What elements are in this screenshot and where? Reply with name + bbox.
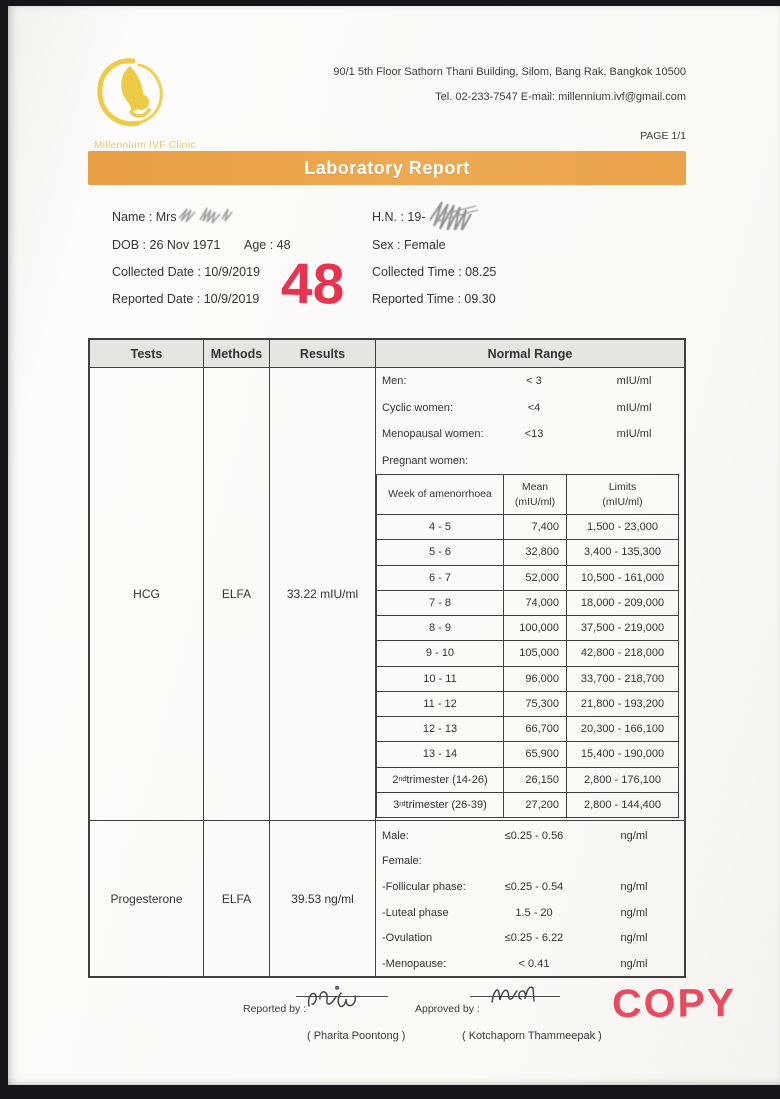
page-number: PAGE 1/1 — [640, 130, 686, 142]
hn-redaction-scribble — [426, 196, 490, 235]
range-unit: ng/ml — [620, 880, 648, 893]
progesterone-test-name: Progesterone — [90, 821, 204, 977]
progesterone-row — [90, 820, 684, 977]
week-cell: 5 - 6 — [377, 540, 504, 564]
week-cell: 4 - 5 — [377, 515, 504, 539]
range-label: Pregnant women: — [382, 454, 469, 467]
range-value: 1.5 - 20 — [515, 906, 553, 919]
limits-cell: 2,800 - 176,100 — [583, 773, 662, 786]
progesterone-result: 39.53 ng/ml — [270, 821, 376, 977]
range-value: < 3 — [526, 375, 542, 388]
address-line: 90/1 5th Floor Sathorn Thani Building, Silom, Bang Rak, Bangkok 10500 — [333, 66, 686, 78]
hcg-result: 33.22 mIU/ml — [270, 368, 376, 820]
limits-cell: 18,000 - 209,000 — [580, 596, 665, 609]
range-value: ≤0.25 - 0.56 — [504, 829, 564, 842]
pregnancy-table-row — [377, 667, 678, 692]
reported-time: Reported Time : 09.30 — [372, 292, 496, 306]
week-cell: 6 - 7 — [377, 566, 504, 590]
pregnancy-subtable-header — [377, 475, 678, 515]
week-cell: 12 - 13 — [377, 717, 504, 741]
range-unit: ng/ml — [620, 957, 648, 970]
range-unit: ng/ml — [620, 932, 648, 945]
normal-range-line — [376, 395, 684, 422]
mean-cell: 27,200 — [504, 793, 567, 817]
patient-hn: H.N. : 19- — [372, 210, 426, 224]
normal-range-line — [376, 874, 684, 900]
collected-time: Collected Time : 08.25 — [372, 265, 497, 279]
clinic-logo — [92, 54, 262, 151]
contact-line: Tel. 02-233-7547 E-mail: millennium.ivf@gmail.com — [435, 91, 686, 103]
patient-dob: DOB : 26 Nov 1971 — [112, 238, 221, 252]
reported-by-signature — [303, 982, 375, 1017]
limits-cell: 37,500 - 219,000 — [580, 622, 665, 635]
copy-stamp: COPY — [611, 980, 737, 1026]
approved-by-label: Approved by : — [415, 1003, 480, 1015]
subcol-mean: Mean (mIU/ml) — [504, 475, 567, 514]
normal-range-line — [376, 421, 684, 448]
mean-cell: 105,000 — [504, 641, 567, 665]
limits-cell: 1,500 - 23,000 — [587, 521, 658, 534]
range-unit: mIU/ml — [616, 401, 652, 414]
pregnancy-table-row — [377, 641, 678, 666]
mean-cell: 96,000 — [504, 667, 567, 691]
mean-cell: 74,000 — [504, 591, 567, 615]
patient-sex: Sex : Female — [372, 238, 446, 252]
mean-cell: 7,400 — [504, 515, 567, 539]
col-header-tests: Tests — [90, 340, 204, 367]
hcg-simple-ranges — [376, 368, 684, 474]
range-label: Cyclic women: — [382, 401, 453, 414]
limits-cell: 15,400 - 190,000 — [580, 748, 665, 761]
range-unit: ng/ml — [620, 829, 648, 842]
hcg-normal-range-cell — [376, 368, 684, 820]
pregnancy-table-row — [377, 717, 678, 742]
hcg-row — [90, 367, 684, 820]
table-header-row — [90, 340, 684, 367]
pregnancy-subtable — [376, 474, 679, 818]
week-cell: 9 - 10 — [377, 641, 504, 665]
approved-by-signature — [488, 980, 548, 1015]
limits-cell: 20,300 - 166,100 — [580, 723, 665, 736]
range-value: ≤0.25 - 6.22 — [504, 932, 564, 945]
limits-cell: 42,800 - 218,000 — [580, 647, 665, 660]
name-redaction-scribble — [176, 204, 238, 231]
normal-range-line — [376, 951, 684, 977]
limits-cell: 2,800 - 144,400 — [583, 798, 662, 811]
report-title: Laboratory Report — [304, 157, 470, 178]
limits-cell: 10,500 - 161,000 — [580, 571, 665, 584]
pregnancy-table-row — [377, 591, 678, 616]
patient-name: Name : Mrs — [112, 210, 177, 224]
range-label: Men: — [382, 375, 407, 388]
week-cell: 2 nd trimester (14-26) — [377, 768, 504, 792]
limits-cell: 33,700 - 218,700 — [580, 672, 665, 685]
pregnancy-table-row — [377, 566, 678, 591]
mean-cell: 66,700 — [504, 717, 567, 741]
pregnancy-table-row — [377, 515, 678, 540]
reported-date: Reported Date : 10/9/2019 — [112, 292, 260, 306]
normal-range-line — [376, 448, 684, 475]
week-cell: 10 - 11 — [377, 667, 504, 691]
normal-range-line — [376, 900, 684, 926]
range-label: -Menopause: — [382, 957, 447, 970]
clinic-address — [333, 60, 686, 110]
progesterone-normal-range-cell — [376, 821, 684, 977]
results-table — [88, 338, 686, 978]
pregnancy-table-row — [377, 616, 678, 641]
range-label: Female: — [382, 855, 422, 868]
limits-cell: 21,800 - 193,200 — [580, 697, 665, 710]
col-header-results: Results — [270, 340, 376, 367]
range-label: Menopausal women: — [382, 428, 484, 441]
handwritten-age-note: 48 — [280, 251, 345, 317]
range-unit: mIU/ml — [616, 375, 652, 388]
normal-range-line — [376, 368, 684, 395]
week-cell: 7 - 8 — [377, 591, 504, 615]
range-value: < 0.41 — [518, 957, 550, 970]
subcol-week: Week of amenorrhoea — [377, 475, 504, 514]
limits-cell: 3,400 - 135,300 — [583, 546, 662, 559]
approved-by-name: ( Kotchaporn Thammeepak ) — [462, 1030, 602, 1042]
range-value: <4 — [527, 401, 541, 414]
hcg-test-name: HCG — [90, 368, 204, 820]
normal-range-line — [376, 925, 684, 951]
mean-cell: 65,900 — [504, 742, 567, 766]
mean-cell: 100,000 — [504, 616, 567, 640]
range-label: -Ovulation — [382, 932, 433, 945]
pregnancy-rows — [377, 515, 678, 817]
col-header-normal-range: Normal Range — [487, 346, 573, 361]
range-label: Male: — [382, 829, 409, 842]
range-value: <13 — [524, 428, 544, 441]
range-label: -Luteal phase — [382, 906, 449, 919]
patient-age: Age : 48 — [244, 238, 291, 252]
mean-cell: 26,150 — [504, 768, 567, 792]
hcg-method: ELFA — [204, 368, 270, 820]
mean-cell: 32,800 — [504, 540, 567, 564]
week-cell: 8 - 9 — [377, 616, 504, 640]
subcol-limits: Limits (mIU/ml) — [602, 480, 643, 508]
range-unit: mIU/ml — [616, 428, 652, 441]
pregnancy-table-row — [377, 768, 678, 793]
clinic-name: Millennium IVF Clinic — [94, 140, 196, 151]
pregnancy-table-row — [377, 540, 678, 565]
progesterone-method: ELFA — [204, 821, 270, 977]
range-unit: ng/ml — [620, 906, 648, 919]
pregnancy-table-row — [377, 692, 678, 717]
mean-cell: 75,300 — [504, 692, 567, 716]
col-header-methods: Methods — [204, 340, 270, 367]
normal-range-line — [376, 849, 684, 875]
range-label: -Follicular phase: — [382, 880, 466, 893]
week-cell: 3 rd trimester (26-39) — [377, 793, 504, 817]
pregnancy-table-row — [377, 793, 678, 817]
mother-and-child-logo-icon — [92, 54, 172, 138]
week-cell: 13 - 14 — [377, 742, 504, 766]
report-title-banner — [88, 151, 686, 185]
pregnancy-table-row — [377, 742, 678, 767]
collected-date: Collected Date : 10/9/2019 — [112, 265, 261, 279]
range-value: ≤0.25 - 0.54 — [504, 880, 564, 893]
normal-range-line — [376, 823, 684, 849]
reported-by-name: ( Pharita Poontong ) — [307, 1030, 406, 1042]
week-cell: 11 - 12 — [377, 692, 504, 716]
reported-by-label: Reported by : — [243, 1003, 307, 1015]
mean-cell: 52,000 — [504, 566, 567, 590]
